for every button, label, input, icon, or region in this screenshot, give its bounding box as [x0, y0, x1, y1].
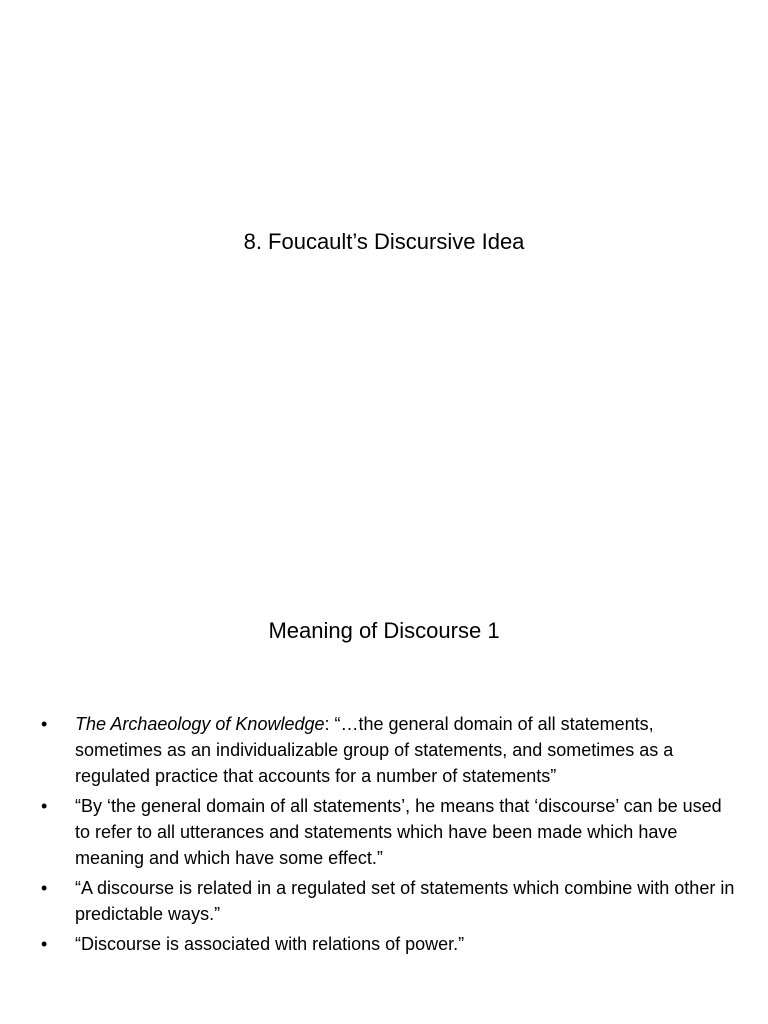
bullet-item-2 — [36, 793, 736, 871]
book-title: The Archaeology of Knowledge — [75, 714, 325, 734]
slide-2-title: Meaning of Discourse 1 — [268, 618, 500, 643]
bullet-item-3 — [36, 875, 736, 927]
bullet-list — [36, 711, 736, 961]
bullet-text: “Discourse is associated with relations of power.” — [75, 934, 465, 954]
bullet-item-4 — [36, 931, 736, 957]
bullet-text: “A discourse is related in a regulated set of statements which combine with other in predictable ways.” — [75, 878, 735, 924]
bullet-icon: • — [41, 796, 48, 816]
slide-1-title: 8. Foucault’s Discursive Idea — [243, 229, 525, 254]
bullet-icon: • — [41, 878, 48, 898]
slide-2 — [0, 512, 768, 1024]
bullet-icon: • — [41, 714, 48, 734]
bullet-item-1 — [36, 711, 736, 789]
bullet-icon: • — [41, 934, 48, 954]
bullet-text: “By ‘the general domain of all statements’, he means that ‘discourse’ can be used to refer to all utterances and statements which have been made which have meaning and which have some effect.” — [75, 796, 722, 868]
bullet-text: : “…the general domain of all statements, sometimes as an individualizable group of statements, and sometimes as a regulated practice that accounts for a number of statements” — [75, 714, 674, 786]
